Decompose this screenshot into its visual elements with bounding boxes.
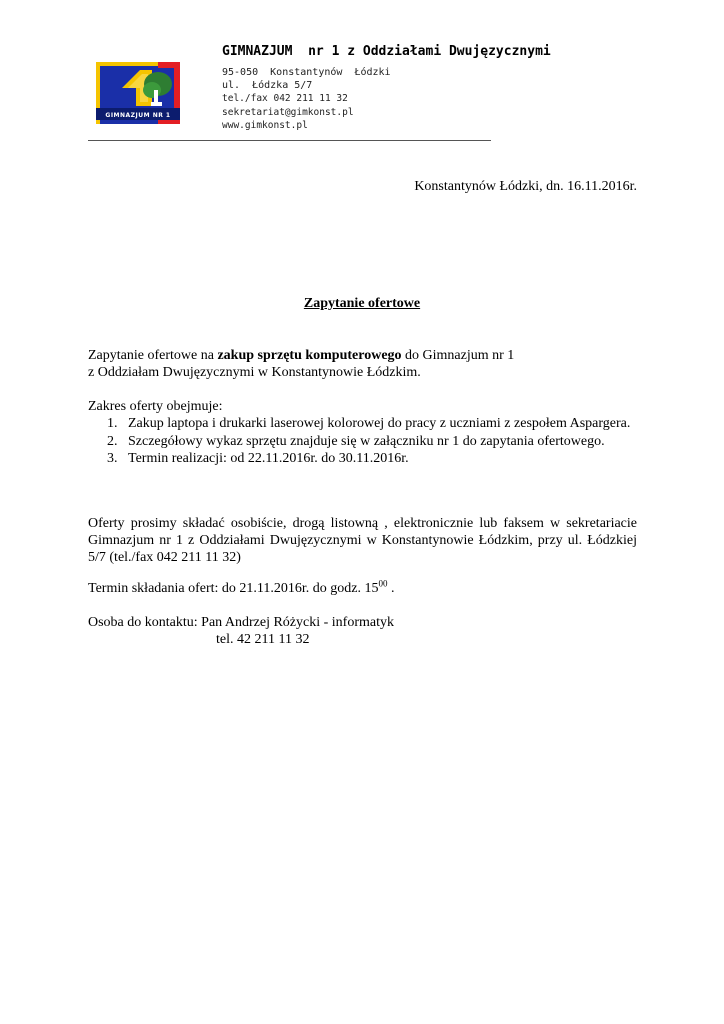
- school-logo-icon: [96, 62, 180, 124]
- scope-intro: Zakres oferty obejmuje:: [88, 399, 223, 414]
- deadline-line: [88, 580, 637, 597]
- date-line: Konstantynów Łódzki, dn. 16.11.2016r.: [414, 179, 637, 194]
- website-link[interactable]: www.gimkonst.pl: [222, 120, 308, 131]
- list-item-number: 1.: [107, 416, 118, 431]
- intro-prefix: Zapytanie ofertowe na: [88, 348, 218, 363]
- offers-paragraph: Oferty prosimy składać osobiście, drogą listowną , elektronicznie lub faksem w sekretariacie Gimnazjum nr 1 z Oddziałami Dwujęzycznymi w Konstantynowie Łódzkim, przy ul. Łódzkiej 5/7 (tel./fax 042 211 11 32): [88, 516, 637, 565]
- deadline-end: .: [387, 581, 395, 596]
- scope-list: [88, 415, 637, 467]
- list-item-number: 2.: [107, 434, 118, 449]
- deadline-superscript: 00: [378, 578, 388, 589]
- contact-phone: tel. 42 211 11 32: [216, 632, 310, 647]
- intro-suffix: do Gimnazjum nr 1: [401, 348, 515, 363]
- deadline-text: Termin składania ofert: do 21.11.2016r. do godz. 15: [88, 581, 379, 596]
- address-line-2: ul. Łódzka 5/7: [222, 80, 313, 91]
- intro-line-2: z Oddziałam Dwujęzycznymi w Konstantynowie Łódzkim.: [88, 365, 421, 380]
- email-link[interactable]: sekretariat@gimkonst.pl: [222, 107, 354, 118]
- intro-bold: zakup sprzętu komputerowego: [217, 348, 402, 363]
- document-title: Zapytanie ofertowe: [303, 296, 421, 311]
- intro-paragraph: [88, 347, 637, 381]
- list-item: [88, 433, 637, 450]
- list-item: [88, 415, 637, 432]
- list-item-text: Zakup laptopa i drukarki laserowej kolorowej do pracy z uczniami z zespołem Aspargera.: [128, 416, 631, 431]
- contact-line: Osoba do kontaktu: Pan Andrzej Różycki - informatyk: [88, 615, 394, 630]
- list-item: [88, 450, 637, 467]
- school-name: GIMNAZJUM nr 1 z Oddziałami Dwujęzycznymi: [222, 44, 551, 59]
- address-line-1: 95-050 Konstantynów Łódzki: [222, 67, 391, 78]
- list-item-text: Szczegółowy wykaz sprzętu znajduje się w załączniku nr 1 do zapytania ofertowego.: [128, 434, 605, 449]
- list-item-number: 3.: [107, 451, 118, 466]
- logo-text: GIMNAZJUM NR 1: [105, 112, 171, 119]
- header-divider: [88, 140, 491, 141]
- list-item-text: Termin realizacji: od 22.11.2016r. do 30.11.2016r.: [128, 451, 409, 466]
- phone-fax: tel./fax 042 211 11 32: [222, 93, 348, 104]
